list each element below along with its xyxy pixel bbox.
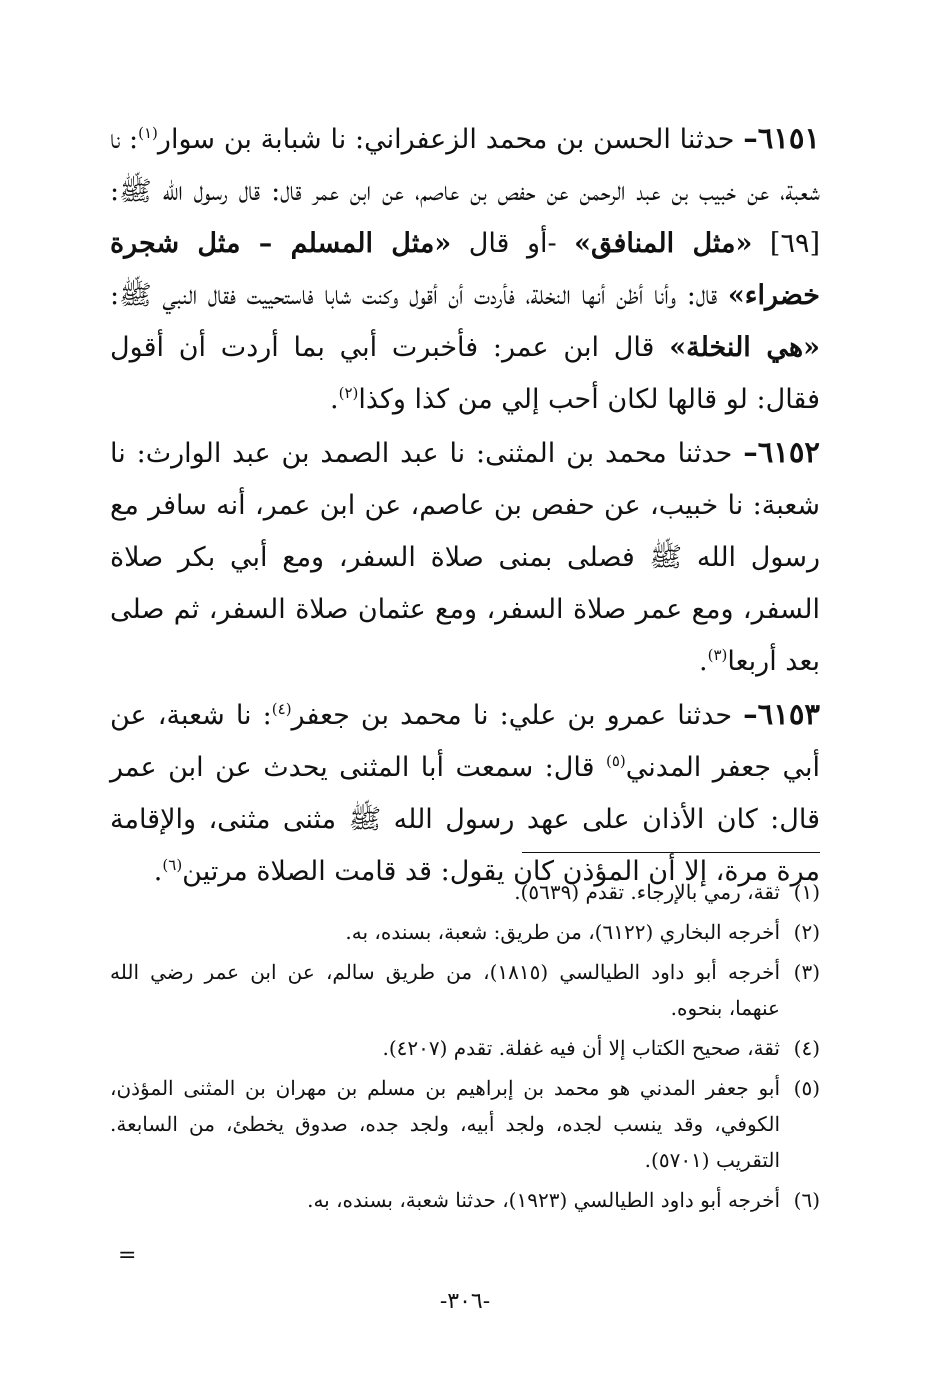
hadith-text: : نا شعبة، عن خبيب بن عبد الرحمن عن حفص بن عاصم، عن ابن عمر قال: قال رسول الله ﷺ: [٦٩]: [110, 124, 820, 259]
hadith-number: ٦١٥٣–: [743, 697, 820, 731]
hadith-text: .: [153, 856, 163, 887]
footnote-text: أبو جعفر المدني هو محمد بن إبراهيم بن مسلم بن مهران بن المثنى المؤذن، الكوفي، وقد ينسب لجده، ولجد أبيه، ولجد جده، صدوق يخطئ، من السابعة. التقريب (٥٧٠١).: [110, 1076, 781, 1172]
footnote-ref[interactable]: (٣): [707, 646, 728, 664]
hadith-6152: [110, 426, 820, 688]
footnote-ref[interactable]: (٦): [162, 856, 183, 874]
hadith-6153: [110, 688, 820, 898]
hadith-text: .: [699, 646, 708, 677]
document-page: [110, 112, 820, 1342]
hadith-text: .: [330, 384, 339, 415]
footnote-ref[interactable]: (٥): [605, 752, 626, 770]
hadith-text: قال ابن عمر: فأخبرت أبي بما أردت أن أقول فقال: لو قالها لكان أحب إلي من كذا وكذا: [110, 332, 820, 415]
bold-quote: «هي النخلة»: [669, 332, 820, 363]
hadith-number: ٦١٥٢–: [743, 435, 820, 469]
hadith-6151: [110, 112, 820, 426]
hadith-text: حدثنا الحسن بن محمد الزعفراني: نا شبابة بن سوار: [157, 124, 735, 155]
hadith-text: قال: وأنا أظن أنها النخلة، فأردت أن أقول وكنت شابا فاستحييت فقال النبي ﷺ:: [110, 280, 728, 311]
hadith-text: حدثنا عمرو بن علي: نا محمد بن جعفر: [291, 700, 733, 731]
hadith-text: حدثنا محمد بن المثنى: نا عبد الصمد بن عبد الوارث: نا شعبة: نا خبيب، عن حفص بن عاصم، عن ابن عمر، أنه سافر مع رسول الله ﷺ فصلى بمنى صلاة السفر، ومع أبي بكر صلاة السفر، ومع عمر صلاة السفر، ومع عثمان صلاة السفر، ثم صلى بعد أربعا: [110, 438, 820, 677]
footnote-ref[interactable]: (٢): [338, 384, 359, 402]
footnote-text: أخرجه أبو داود الطيالسي (١٨١٥)، من طريق سالم، عن ابن عمر رضي الله عنهما، بنحوه.: [110, 960, 780, 1020]
footnote-5: [110, 1070, 820, 1178]
footnote-1: [110, 874, 820, 910]
footnote-4: [110, 1030, 820, 1066]
footnote-divider: [522, 852, 820, 853]
continuation-mark: =: [118, 1243, 137, 1268]
footnote-number: (١): [793, 880, 820, 904]
footnote-ref[interactable]: (٤): [271, 700, 292, 718]
hadith-text: : نا شعبة، عن أبي جعفر المدني: [110, 700, 820, 783]
footnote-3: [110, 954, 820, 1026]
hadith-number: ٦١٥١–: [743, 121, 820, 155]
footnote-number: (٤): [793, 1036, 820, 1060]
footnote-text: ثقة، رمي بالإرجاء. تقدم (٥٦٣٩).: [514, 880, 780, 904]
footnotes: [110, 874, 820, 1222]
footnote-text: أخرجه أبو داود الطيالسي (١٩٢٣)، حدثنا شعبة، بسنده، به.: [307, 1188, 780, 1212]
bold-quote: «مثل المنافق»: [574, 228, 753, 259]
footnote-number: (٥): [793, 1076, 820, 1100]
footnote-6: [110, 1182, 820, 1218]
hadith-text: -أو قال: [451, 228, 575, 259]
footnote-text: أخرجه البخاري (٦١٢٢)، من طريق: شعبة، بسنده، به.: [345, 920, 780, 944]
footnote-2: [110, 914, 820, 950]
footnote-ref[interactable]: (١): [138, 124, 158, 142]
footnote-number: (٦): [793, 1188, 820, 1212]
bold-quote: «مثل المسلم – مثل شجرة خضراء»: [110, 228, 820, 311]
footnote-number: (٢): [793, 920, 820, 944]
footnote-number: (٣): [793, 960, 820, 984]
footnote-text: ثقة، صحيح الكتاب إلا أن فيه غفلة. تقدم (٤٢٠٧).: [382, 1036, 780, 1060]
page-number: -٣٠٦-: [439, 1289, 491, 1314]
hadith-text: قال: سمعت أبا المثنى يحدث عن ابن عمر قال: كان الأذان على عهد رسول الله ﷺ مثنى مثنى، والإقامة مرة مرة، إلا أن المؤذن كان يقول: قد قامت الصلاة مرتين: [110, 752, 820, 887]
